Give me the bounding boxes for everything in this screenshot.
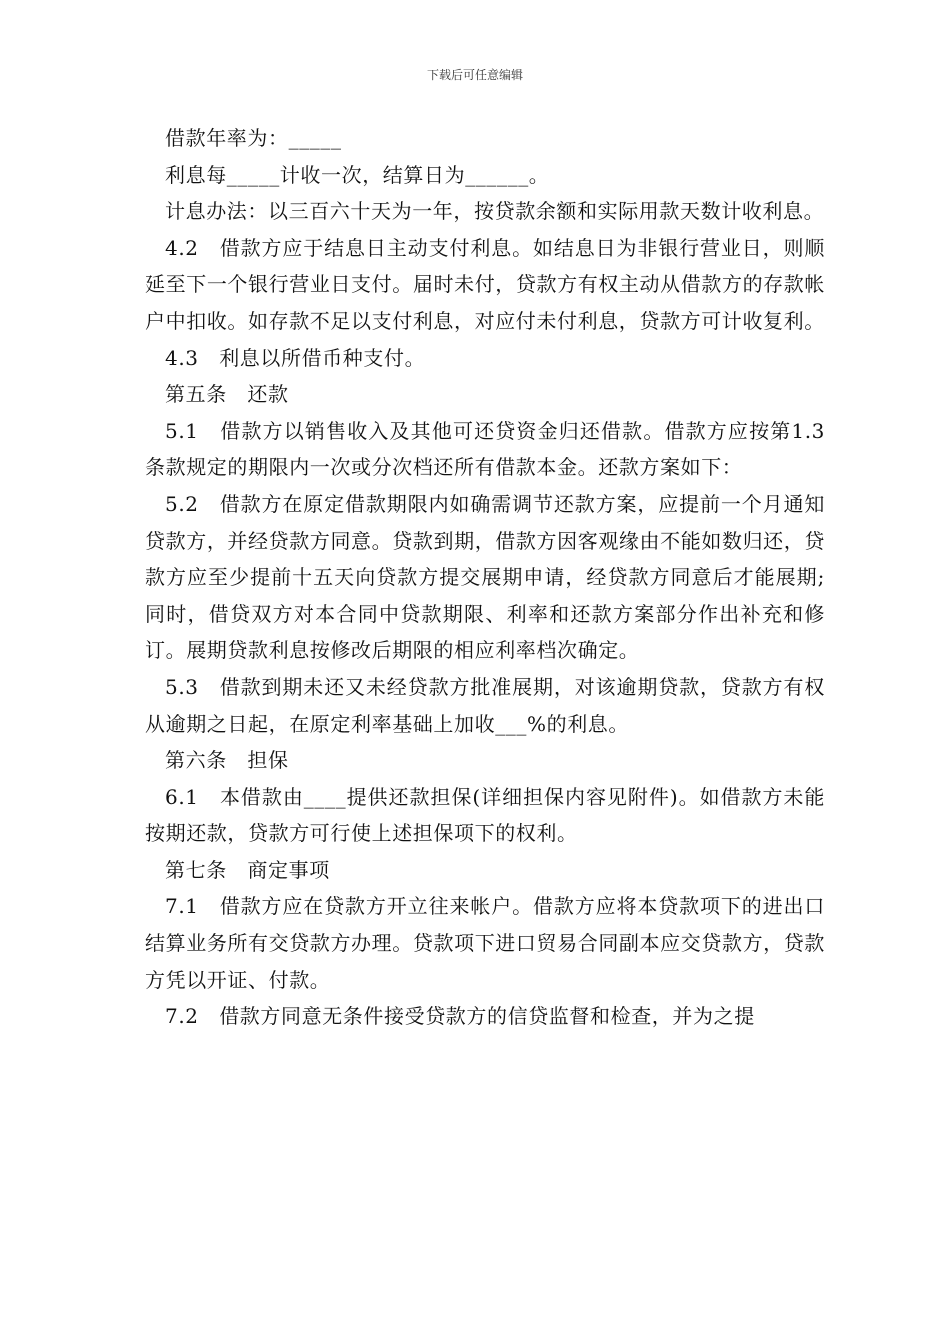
paragraph: 计息办法：以三百六十天为一年，按贷款余额和实际用款天数计收利息。: [165, 199, 825, 224]
paragraph: 4.3 利息以所借币种支付。: [165, 345, 426, 370]
paragraph: 5.3 借款到期未还又未经贷款方批准展期，对该逾期贷款，贷款方有权从逾期之日起，在原定利率基础上加收___%的利息。: [145, 674, 825, 736]
paragraph: 借款年率为：_____: [165, 126, 342, 150]
paragraph: 5.2 借款方在原定借款期限内如确需调节还款方案，应提前一个月通知贷款方，并经贷款方同意。贷款到期，借款方因客观缘由不能如数归还，贷款方应至少提前十五天向贷款方提交展期申请，经贷款方同意后才能展期;同时，借贷双方对本合同中贷款期限、利率和还款方案部分作出补充和修订。展期贷款利息按修改后期限的相应利率档次确定。: [145, 491, 825, 663]
paragraph: 6.1 本借款由____提供还款担保(详细担保内容见附件)。如借款方未能按期还款，贷款方可行使上述担保项下的权利。: [145, 784, 825, 846]
paragraph: 5.1 借款方以销售收入及其他可还贷资金归还借款。借款方应按第1.3条款规定的期限内一次或分次档还所有借款本金。还款方案如下：: [145, 418, 825, 480]
section-heading: 第七条 商定事项: [165, 857, 330, 882]
paragraph: 7.2 借款方同意无条件接受贷款方的信贷监督和检查，并为之提: [165, 1004, 755, 1029]
page-header: 下载后可任意编辑: [426, 68, 523, 82]
section-heading: 第五条 还款: [165, 382, 289, 407]
paragraph: 利息每_____计收一次，结算日为______。: [165, 162, 550, 187]
paragraph: 7.1 借款方应在贷款方开立往来帐户。借款方应将本贷款项下的进出口结算业务所有交贷款方办理。贷款项下进口贸易合同副本应交贷款方，贷款方凭以开证、付款。: [145, 894, 825, 992]
paragraph: 4.2 借款方应于结息日主动支付利息。如结息日为非银行营业日，则顺延至下一个银行营业日支付。届时未付，贷款方有权主动从借款方的存款帐户中扣收。如存款不足以支付利息，对应付未付利息，贷款方可计收复利。: [145, 235, 825, 333]
document-body: [145, 120, 825, 1035]
section-heading: 第六条 担保: [165, 748, 289, 773]
